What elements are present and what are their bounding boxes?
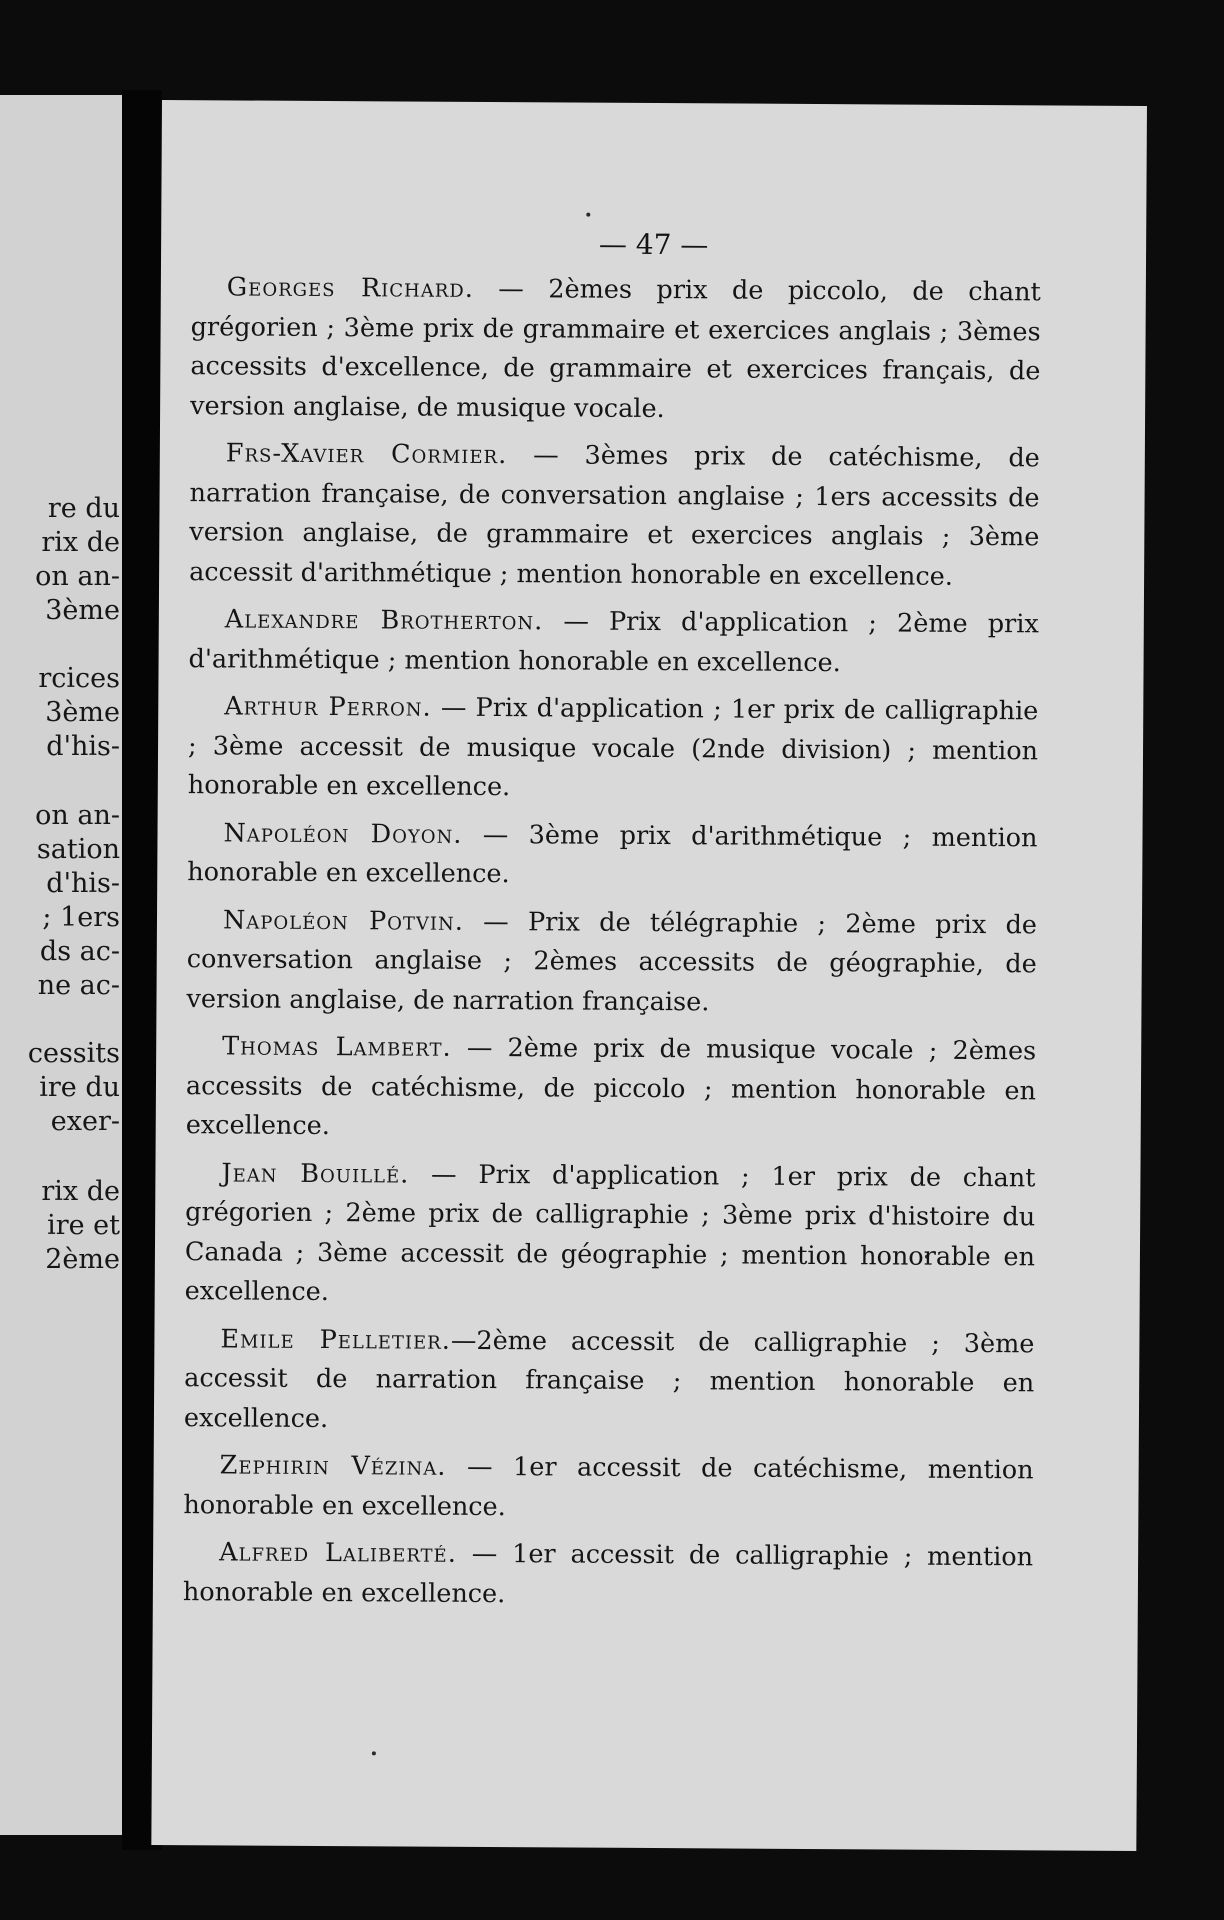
entry-text: — Prix d'application ; 2ème prix d'arithmétique ; mention honorable en excellence. — [188, 606, 1039, 678]
prize-entry — [190, 268, 1041, 431]
left-fragment: 3ème — [45, 697, 120, 728]
page-number: — 47 — — [598, 227, 709, 262]
right-page — [151, 100, 1147, 1851]
left-fragment: on an- — [35, 800, 120, 831]
entry-text: — 2ème prix de musique vocale ; 2èmes accessits de catéchisme, de piccolo ; mention honorable en excellence. — [185, 1032, 1037, 1142]
left-fragment: on an- — [35, 561, 120, 592]
student-name: Georges Richard. — [226, 272, 474, 304]
entry-text: — Prix d'application ; 1er prix de chant grégorien ; 2ème prix de calligraphie ; 3ème prix d'histoire du Canada ; 3ème accessit de géographie ; mention honorable en excellence. — [184, 1159, 1036, 1308]
entry-text: —2ème accessit de calligraphie ; 3ème accessit de narration française ; mention honorable en excellence. — [183, 1325, 1035, 1434]
student-name: Alexandre Brotherton. — [224, 604, 544, 637]
left-fragment: rix de — [41, 527, 120, 558]
left-fragment: cessits — [27, 1038, 120, 1069]
left-fragment: exer- — [50, 1106, 120, 1137]
paper-speck — [372, 1751, 376, 1755]
entry-text: — 1er accessit de catéchisme, mention honorable en excellence. — [183, 1451, 1034, 1522]
left-fragment: d'his- — [46, 731, 120, 762]
prize-entry — [184, 1320, 1035, 1444]
prize-entry — [188, 687, 1039, 811]
prize-entry — [186, 901, 1037, 1025]
left-fragment: re du — [47, 493, 120, 524]
prize-entry — [185, 1154, 1036, 1317]
prize-entry — [183, 1533, 1033, 1617]
left-fragment: ds ac- — [39, 936, 120, 967]
student-name: Thomas Lambert. — [222, 1031, 452, 1063]
prize-entry — [187, 814, 1037, 898]
left-fragment: 2ème — [45, 1244, 120, 1275]
student-name: Emile Pelletier. — [220, 1323, 451, 1356]
prize-list — [183, 268, 1041, 1625]
student-name: Alfred Laliberté. — [219, 1537, 457, 1569]
left-fragment: d'his- — [46, 868, 120, 899]
left-fragment: rcices — [38, 663, 120, 694]
student-name: Arthur Perron. — [224, 691, 432, 723]
entry-text: — 2èmes prix de piccolo, de chant grégorien ; 3ème prix de grammaire et exercices anglais ; 3èmes accessits d'excellence, de grammaire et exercices français, de version anglaise, de musique vocale. — [190, 273, 1041, 424]
prize-entry — [188, 600, 1038, 684]
left-fragment: rix de — [41, 1176, 120, 1207]
left-fragment: 3ème — [45, 595, 120, 626]
left-facing-page — [0, 95, 122, 1835]
entry-text: — Prix de télégraphie ; 2ème prix de conversation anglaise ; 2èmes accessits de géographie, de version anglaise, de narration française. — [186, 906, 1038, 1017]
left-fragment: ne ac- — [37, 970, 120, 1001]
paper-speck — [586, 213, 590, 217]
student-name: Napoléon Doyon. — [223, 817, 463, 850]
prize-entry — [183, 1446, 1033, 1530]
entry-text: — 3ème prix d'arithmétique ; mention honorable en excellence. — [187, 819, 1038, 890]
prize-entry — [189, 434, 1040, 597]
entry-text: — 3èmes prix de catéchisme, de narration française, de conversation anglaise ; 1ers accessits de version anglaise, de grammaire et exercices anglais ; 3ème accessit d'arithmétique ; mention honorable en excellence. — [189, 440, 1040, 592]
left-fragment: ire du — [39, 1072, 120, 1103]
left-fragment: ; 1ers — [42, 902, 120, 933]
student-name: Zephirin Vézina. — [219, 1450, 447, 1482]
entry-text: — 1er accessit de calligraphie ; mention honorable en excellence. — [182, 1538, 1034, 1609]
left-fragment: sation — [36, 834, 120, 865]
student-name: Jean Bouillé. — [221, 1157, 410, 1190]
entry-text: — Prix d'application ; 1er prix de calligraphie ; 3ème accessit de musique vocale (2nde division) ; mention honorable en excellence. — [187, 692, 1039, 803]
left-fragment: ire et — [47, 1210, 120, 1241]
student-name: Napoléon Potvin. — [222, 904, 465, 937]
student-name: Frs-Xavier Cormier. — [225, 438, 508, 471]
prize-entry — [186, 1027, 1037, 1151]
